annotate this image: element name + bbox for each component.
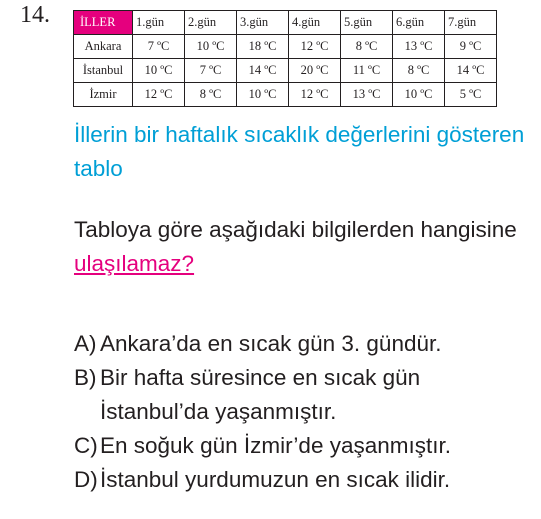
question-number: 14. xyxy=(20,2,50,28)
table-row xyxy=(74,59,497,83)
option-b[interactable] xyxy=(74,361,534,429)
negative-keyword: ulaşılamaz? xyxy=(74,251,195,276)
temperature-cell: 8 ºC xyxy=(341,35,393,59)
option-letter: B) xyxy=(74,365,97,390)
temperature-cell: 20 ºC xyxy=(289,59,341,83)
question-stem xyxy=(74,213,534,281)
temperature-cell: 7 ºC xyxy=(185,59,237,83)
option-a[interactable] xyxy=(74,327,534,361)
day-header: 4.gün xyxy=(289,11,341,35)
temperature-cell: 10 ºC xyxy=(237,83,289,107)
city-cell: İstanbul xyxy=(74,59,133,83)
temperature-cell: 12 ºC xyxy=(133,83,185,107)
option-letter: C) xyxy=(74,433,98,458)
day-header: 5.gün xyxy=(341,11,393,35)
temperature-cell: 12 ºC xyxy=(289,35,341,59)
temperature-cell: 13 ºC xyxy=(393,35,445,59)
day-header: 2.gün xyxy=(185,11,237,35)
temperature-cell: 18 ºC xyxy=(237,35,289,59)
temperature-table xyxy=(73,10,497,107)
option-text: Bir hafta süresince en sıcak gün İstanbul’da yaşanmıştır. xyxy=(100,365,421,424)
option-c[interactable] xyxy=(74,429,534,463)
temperature-cell: 10 ºC xyxy=(133,59,185,83)
temperature-cell: 10 ºC xyxy=(185,35,237,59)
city-cell: Ankara xyxy=(74,35,133,59)
day-header: 1.gün xyxy=(133,11,185,35)
option-d[interactable] xyxy=(74,463,534,497)
table-row xyxy=(74,35,497,59)
answer-options xyxy=(74,327,534,497)
temperature-cell: 8 ºC xyxy=(185,83,237,107)
temperature-cell: 14 ºC xyxy=(445,59,497,83)
table-header-row xyxy=(74,11,497,35)
table-corner-header: İLLER xyxy=(74,11,133,35)
option-text: Ankara’da en sıcak gün 3. gündür. xyxy=(100,331,442,356)
option-letter: A) xyxy=(74,331,97,356)
temperature-cell: 10 ºC xyxy=(393,83,445,107)
option-text: En soğuk gün İzmir’de yaşanmıştır. xyxy=(100,433,451,458)
temperature-cell: 5 ºC xyxy=(445,83,497,107)
temperature-cell: 11 ºC xyxy=(341,59,393,83)
table-row xyxy=(74,83,497,107)
temperature-cell: 9 ºC xyxy=(445,35,497,59)
temperature-cell: 8 ºC xyxy=(393,59,445,83)
city-cell: İzmir xyxy=(74,83,133,107)
option-text: İstanbul yurdumuzun en sıcak ilidir. xyxy=(100,467,451,492)
option-letter: D) xyxy=(74,467,98,492)
question-stem-text: Tabloya göre aşağıdaki bilgilerden hangisine xyxy=(74,217,517,242)
table-caption: İllerin bir haftalık sıcaklık değerlerini gösteren tablo xyxy=(74,122,525,181)
day-header: 3.gün xyxy=(237,11,289,35)
temperature-cell: 7 ºC xyxy=(133,35,185,59)
day-header: 7.gün xyxy=(445,11,497,35)
temperature-cell: 14 ºC xyxy=(237,59,289,83)
temperature-cell: 13 ºC xyxy=(341,83,393,107)
temperature-cell: 12 ºC xyxy=(289,83,341,107)
day-header: 6.gün xyxy=(393,11,445,35)
